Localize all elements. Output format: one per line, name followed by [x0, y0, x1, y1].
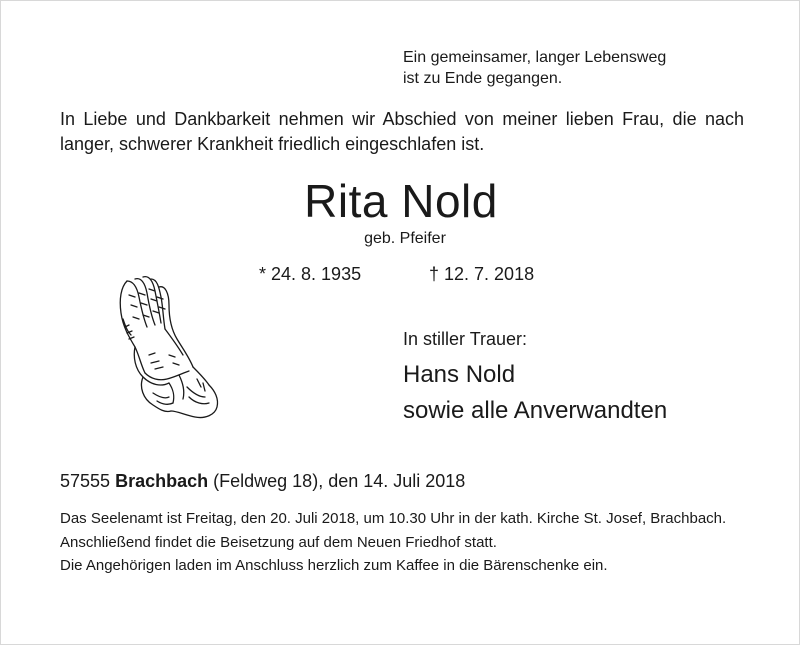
deceased-name: Rita Nold	[304, 175, 498, 227]
mourner-relatives: sowie alle Anverwandten	[403, 397, 668, 424]
motto-line-1: Ein gemeinsamer, langer Lebensweg	[403, 49, 667, 66]
coffee-invitation: Die Angehörigen laden im Anschluss herzlich zum Kaffee in die Bärenschenke ein.	[60, 557, 608, 574]
mourner-name: Hans Nold	[403, 361, 516, 388]
place-date-line	[60, 471, 465, 492]
motto	[403, 47, 666, 89]
town-name: Brachbach	[115, 471, 209, 491]
death-date: † 12. 7. 2018	[429, 264, 535, 284]
address-date: (Feldweg 18), den 14. Juli 2018	[213, 471, 466, 491]
birth-date: * 24. 8. 1935	[259, 264, 362, 284]
praying-hands-icon	[99, 275, 249, 425]
motto-line-2: ist zu Ende gegangen.	[403, 70, 563, 87]
service-details	[60, 509, 760, 576]
requiem-info: Das Seelenamt ist Freitag, den 20. Juli 2018, um 10.30 Uhr in der kath. Kirche St. Josef, Brachbach.	[60, 510, 727, 527]
maiden-name: geb. Pfeifer	[364, 230, 446, 247]
mourning-label: In stiller Trauer:	[403, 329, 528, 349]
intro-text: In Liebe und Dankbarkeit nehmen wir Abschied von meiner lieben Frau, die nach langer, schwerer Krankheit friedlich eingeschlafen ist.	[60, 109, 744, 154]
postal-code: 57555	[60, 471, 111, 491]
burial-info: Anschließend findet die Beisetzung auf dem Neuen Friedhof statt.	[60, 533, 497, 551]
